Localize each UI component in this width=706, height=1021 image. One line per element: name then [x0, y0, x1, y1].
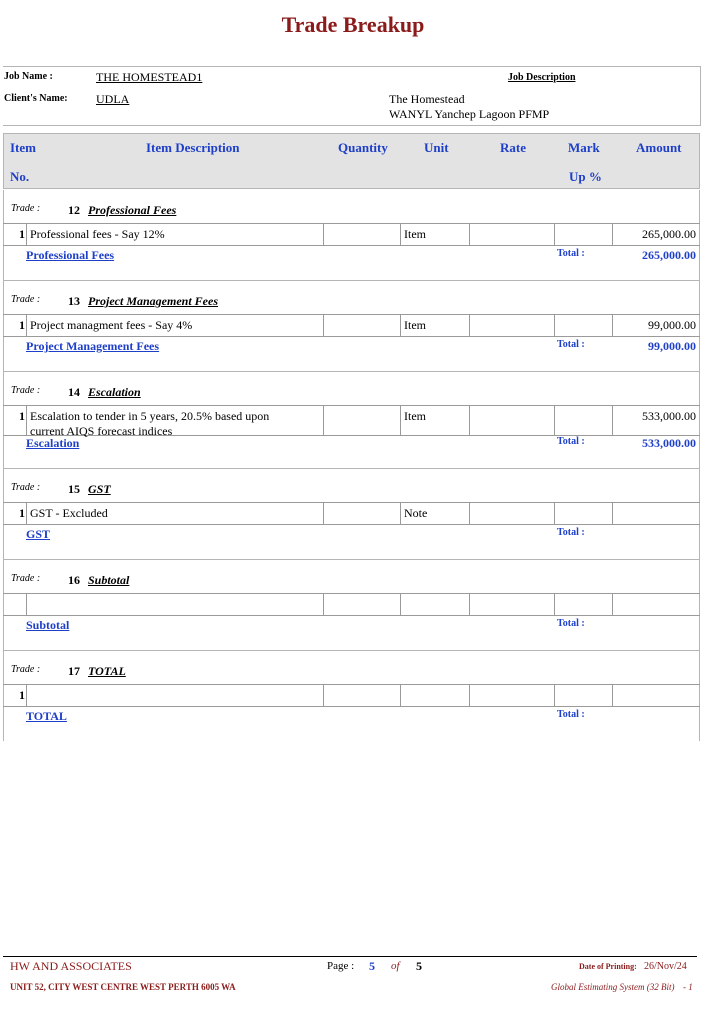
total-label: Total :	[557, 709, 585, 720]
trade-name: TOTAL	[88, 664, 126, 678]
col-markup-pct: Up %	[569, 169, 602, 184]
trade-name: Escalation	[88, 385, 141, 399]
item-number: 1	[19, 318, 25, 332]
trade-section	[3, 372, 700, 469]
trade-label: Trade :	[11, 573, 41, 584]
page-title: Trade Breakup	[281, 12, 425, 37]
col-amount: Amount	[636, 140, 682, 155]
item-number: 1	[19, 409, 25, 423]
page-label: Page :	[327, 960, 355, 972]
trade-section	[3, 190, 700, 281]
trade-label: Trade :	[11, 385, 41, 396]
trade-label: Trade :	[11, 203, 41, 214]
client-name-label: Client's Name:	[4, 93, 68, 104]
trade-section	[3, 281, 700, 372]
date-label: Date of Printing:	[579, 962, 637, 971]
trade-number: 16	[68, 573, 80, 587]
job-name-value: THE HOMESTEAD1	[96, 70, 203, 84]
trade-number: 14	[68, 385, 80, 399]
trade-number: 15	[68, 482, 80, 496]
item-description: Escalation to tender in 5 years, 20.5% based upon current AIQS forecast indices	[30, 409, 270, 438]
trade-name: Professional Fees	[88, 203, 177, 217]
item-number: 1	[19, 227, 25, 241]
trade-footer-name: TOTAL	[26, 709, 67, 723]
company-name: HW AND ASSOCIATES	[10, 959, 132, 973]
trade-footer-name: Escalation	[26, 436, 80, 450]
table-row	[3, 314, 700, 337]
trade-name: Project Management Fees	[88, 294, 218, 308]
col-unit: Unit	[424, 140, 449, 155]
item-unit: Note	[404, 506, 428, 520]
trade-total: 99,000.00	[648, 339, 696, 353]
col-markup: Mark	[568, 140, 600, 155]
total-label: Total :	[557, 618, 585, 629]
item-description: Project managment fees - Say 4%	[30, 318, 193, 332]
system-suffix: - 1	[683, 982, 693, 992]
col-rate: Rate	[500, 140, 526, 155]
total-label: Total :	[557, 436, 585, 447]
trade-section	[3, 469, 700, 560]
trade-label: Trade :	[11, 664, 41, 675]
trade-footer-name: Subtotal	[26, 618, 70, 632]
table-row	[3, 502, 700, 525]
item-amount: 99,000.00	[648, 318, 696, 332]
system-name: Global Estimating System (32 Bit)	[551, 982, 675, 992]
table-row	[3, 593, 700, 616]
trade-section	[3, 560, 700, 651]
item-amount: 265,000.00	[642, 227, 696, 241]
print-date: 26/Nov/24	[644, 961, 687, 972]
trade-name: Subtotal	[88, 573, 130, 587]
page-of: of	[391, 960, 400, 972]
column-header	[3, 133, 700, 189]
col-description: Item Description	[146, 140, 240, 155]
company-address: UNIT 52, CITY WEST CENTRE WEST PERTH 6005 WA	[10, 982, 236, 992]
col-item: Item	[10, 140, 36, 155]
page-total: 5	[416, 959, 422, 973]
trade-number: 12	[68, 203, 80, 217]
job-name-label: Job Name :	[4, 71, 53, 82]
col-quantity: Quantity	[338, 140, 388, 155]
trade-footer-name: GST	[26, 527, 51, 541]
trade-footer-name: Project Management Fees	[26, 339, 160, 353]
trade-total: 533,000.00	[642, 436, 696, 450]
table-row	[3, 223, 700, 246]
total-label: Total :	[557, 248, 585, 259]
client-name-value: UDLA	[96, 92, 130, 106]
item-unit: Item	[404, 318, 426, 332]
job-description-line1: The Homestead	[389, 92, 465, 106]
job-description-label: Job Description	[508, 72, 576, 83]
col-item-no: No.	[10, 169, 30, 184]
trade-section	[3, 651, 700, 741]
footer-divider	[3, 956, 697, 957]
trade-name: GST	[88, 482, 111, 496]
job-description-line2: WANYL Yanchep Lagoon PFMP	[389, 107, 550, 121]
item-unit: Item	[404, 409, 426, 423]
page-number: 5	[369, 959, 375, 973]
trade-label: Trade :	[11, 482, 41, 493]
item-amount: 533,000.00	[642, 409, 696, 423]
item-unit: Item	[404, 227, 426, 241]
trade-number: 17	[68, 664, 80, 678]
trade-footer-name: Professional Fees	[26, 248, 115, 262]
item-description: Professional fees - Say 12%	[30, 227, 165, 241]
trade-label: Trade :	[11, 294, 41, 305]
item-description: GST - Excluded	[30, 506, 108, 520]
item-number: 1	[19, 688, 25, 702]
trade-total: 265,000.00	[642, 248, 696, 262]
table-row	[3, 684, 700, 707]
table-row	[3, 405, 700, 436]
item-number: 1	[19, 506, 25, 520]
total-label: Total :	[557, 339, 585, 350]
trade-number: 13	[68, 294, 80, 308]
total-label: Total :	[557, 527, 585, 538]
